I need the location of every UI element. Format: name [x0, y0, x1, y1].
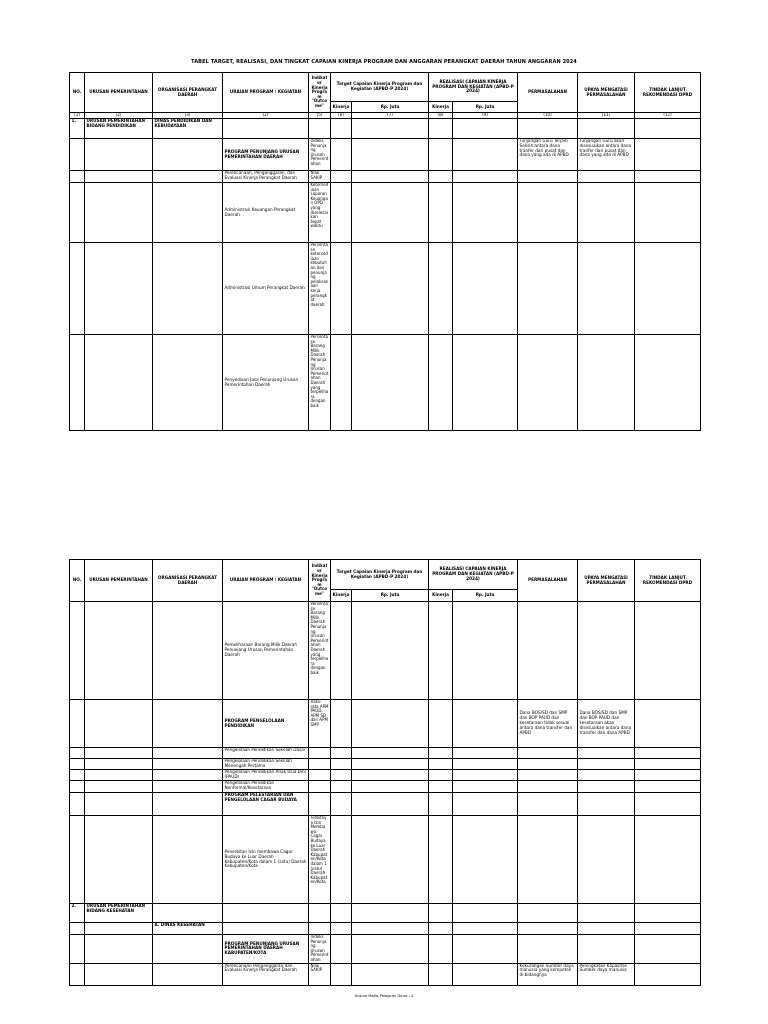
- indikator-cell: Rata-rata APM PAUD, APM SD dan APM SMP: [309, 700, 331, 748]
- header-target-kinerja: Kinerja: [331, 590, 352, 602]
- header-target-group: Target Capaian Kinerja Program dan Kegiatan (APBD-P 2024): [331, 73, 429, 102]
- header-realisasi-rp: Rp. Juta: [453, 102, 518, 113]
- header-urusan: URUSAN PEMERINTAHAN: [85, 73, 153, 113]
- table-row: [70, 700, 701, 748]
- header-realisasi-kinerja: Kinerja: [429, 102, 453, 113]
- col-number: (8): [429, 113, 453, 119]
- indikator-cell: Nilai SAKIP: [309, 171, 331, 183]
- col-number: (10): [518, 113, 578, 119]
- table-row: [70, 935, 701, 964]
- header-uraian: URAIAN PROGRAM / KEGIATAN: [223, 73, 309, 113]
- header-organisasi: ORGANISASI PERANGKAT DAERAH: [153, 560, 223, 602]
- table-row: [70, 171, 701, 183]
- table-row: [70, 748, 701, 759]
- document-title: TABEL TARGET, REALISASI, DAN TINGKAT CAPAIAN KINERJA PROGRAM DAN ANGGARAN PERANGKAT DAERAH TAHUN ANGGARAN 2024: [191, 59, 577, 65]
- col-number: (6): [331, 113, 352, 119]
- uraian-cell: PROGRAM PENUNJANG URUSAN PEMERINTAHAN DAERAH: [223, 139, 309, 171]
- uraian-cell: Penerbitan Izin membawa Cagar Budaya ke Luar Daerah Kabupaten/Kota dalam 1 (satu) Daerah Kabupaten/Kota: [223, 816, 309, 904]
- report-table-page-1: [69, 72, 701, 431]
- indikator-cell: Persentase Barang Milik Daerah Penunjang Urusan Pemerintahan Daerah yang terpelihara dengan baik: [309, 602, 331, 700]
- indikator-cell: Persentase Barang Milik Daerah Penunjang Urusan Pemerintahan Daerah yang terpelihara dengan baik: [309, 335, 331, 431]
- col-number: (2): [223, 113, 309, 119]
- row-number: 2.: [70, 904, 85, 923]
- header-organisasi: ORGANISASI PERANGKAT DAERAH: [153, 73, 223, 113]
- col-number: (1): [70, 113, 85, 119]
- uraian-cell: Pengelolaan Pendidikan Sekolah Menengah Pertama: [223, 759, 309, 770]
- permasalahan-cell: Dana BOS/SD dan SMP dan BOP PAUD dan kesetaraan tidak sesuai antara dana transfer dan APBD: [518, 700, 578, 748]
- header-upaya: UPAYA MENGATASI PERMASALAHAN: [578, 73, 635, 113]
- table-row: [70, 602, 701, 700]
- upaya-cell: Tunjangan Guru akan disesuaikan antara dana tranfer dari pusat dan dana yang ada di APBD: [578, 139, 635, 171]
- table-row: [70, 759, 701, 770]
- indikator-cell: Indeks Penunjang Urusan Pemerintahan: [309, 139, 331, 171]
- uraian-cell: Pengelolaan Pendidikan Sekolah Dasar: [223, 748, 309, 759]
- col-number: (2): [85, 113, 153, 119]
- uraian-cell: Pengelolaan Pendidikan Nonformal/Kesetaraan: [223, 781, 309, 793]
- indikator-cell: Indeks Penunjang Urusan Pemerintahan: [309, 935, 331, 964]
- header-realisasi-rp: Rp. Juta: [453, 590, 518, 602]
- header-realisasi-group: REALISASI CAPAIAN KINERJA PROGRAM DAN KEGIATAN (APBD-P 2024): [429, 73, 518, 102]
- table-row: [70, 335, 701, 431]
- header-target-rp: Rp. Juta: [352, 590, 429, 602]
- header-permasalahan: PERMASALAHAN: [518, 560, 578, 602]
- uraian-cell: Pengelolaan Pendidikan Anak Usia Dini (PAUD): [223, 770, 309, 781]
- header-upaya: UPAYA MENGATASI PERMASALAHAN: [578, 560, 635, 602]
- table-row: [70, 904, 701, 923]
- header-tindak-lanjut: TINDAK LANJUT REKOMENDASI DPRD: [635, 73, 701, 113]
- col-number: (11): [578, 113, 635, 119]
- table-row: [70, 183, 701, 243]
- page-footer: Unsure Majlis Pelajaran Dinas - 2: [354, 994, 414, 998]
- header-no: NO.: [70, 560, 85, 602]
- header-realisasi-kinerja: Kinerja: [429, 590, 453, 602]
- table-row: [70, 770, 701, 781]
- organisasi-cell: DINAS PENDIDIKAN DAN KEBUDAYAAN: [153, 119, 223, 139]
- col-number: (7): [352, 113, 429, 119]
- col-number: (5): [309, 113, 331, 119]
- report-table-page-2: [69, 559, 701, 986]
- table-row: [70, 923, 701, 935]
- uraian-cell: Administrasi Umum Perangkat Daerah: [223, 243, 309, 335]
- indikator-cell: Nilai SAKIP: [309, 963, 331, 985]
- table-row: [70, 781, 701, 793]
- upaya-cell: Peningkatan Kapasitas Sumber daya manusia: [578, 963, 635, 985]
- header-no: NO.: [70, 73, 85, 113]
- table-row: [70, 139, 701, 171]
- header-target-rp: Rp. Juta: [352, 102, 429, 113]
- header-permasalahan: PERMASALAHAN: [518, 73, 578, 113]
- uraian-cell: Penyediaan Jasa Penunjang Urusan Pemerintahan Daerah: [223, 335, 309, 431]
- permasalahan-cell: Kekurangan Sumber daya manusia yang kompeten di bidangnya: [518, 963, 578, 985]
- indikator-cell: Persentase ketersediaan kebutuhan dan penunjang pelaksanaan kerja perangkat daerah: [309, 243, 331, 335]
- col-number: (3): [153, 113, 223, 119]
- uraian-cell: Administrasi Keuangan Perangkat Daerah: [223, 183, 309, 243]
- header-target-group: Target Capaian Kinerja Program dan Kegiatan (APBD-P 2024): [331, 560, 429, 590]
- header-tindak-lanjut: TINDAK LANJUT REKOMENDASI DPRD: [635, 560, 701, 602]
- upaya-cell: Dana BOS/SD dan SMP dan BOP PAUD dan kesetaraan akan disesuaikan antara dana transfer dan dana APBD: [578, 700, 635, 748]
- indikator-cell: Ketersediaan Laporan Keuangan OPD yang diselesaikan tepat waktu: [309, 183, 331, 243]
- organisasi-cell: A. DINAS KESEHATAN: [153, 923, 223, 935]
- header-uraian: URAIAN PROGRAM / KEGIATAN: [223, 560, 309, 602]
- uraian-cell: PROGRAM PENGELOLAAN PENDIDIKAN: [223, 700, 309, 748]
- table-row: [70, 963, 701, 985]
- header-urusan: URUSAN PEMERINTAHAN: [85, 560, 153, 602]
- permasalahan-cell: Tunjangan Guru Terjadi Selisih antara dana tranfer dari pusat dan dana yang ada di APBD: [518, 139, 578, 171]
- uraian-cell: Perencanaan Penganggaran dan Evaluasi Kinerja Perangkat Daerah: [223, 963, 309, 985]
- col-number: (9): [453, 113, 518, 119]
- table-row: [70, 793, 701, 816]
- uraian-cell: PROGRAM PENUNJANG URUSAN PEMERINTAHAN DAERAH KABUPATEN/KOTA: [223, 935, 309, 964]
- urusan-cell: URUSAN PEMERINTAHAN BIDANG KESEHATAN: [85, 904, 153, 923]
- indikator-cell: Terbitnya Izin Membawa Cagar Budaya ke Luar Daerah Kabupaten/Kota dalam 1 (satu) Daerah Kabupaten/Kota: [309, 816, 331, 904]
- header-indikator: Indikator Kinerja Program "Outcome": [309, 560, 331, 602]
- table-row: [70, 119, 701, 139]
- header-indikator: Indikator Kinerja Program "Outcome": [309, 73, 331, 113]
- uraian-cell: Perencanaan, Penganggaran, dan Evaluasi Kinerja Perangkat Daerah: [223, 171, 309, 183]
- header-target-kinerja: Kinerja: [331, 102, 352, 113]
- urusan-cell: URUSAN PEMERINTAHAN BIDANG PENDIDIKAN: [85, 119, 153, 139]
- header-realisasi-group: REALISASI CAPAIAN KINERJA PROGRAM DAN KEGIATAN (APBD-P 2024): [429, 560, 518, 590]
- row-number: 1.: [70, 119, 85, 139]
- table-row: [70, 816, 701, 904]
- table-row: [70, 243, 701, 335]
- col-number: (12): [635, 113, 701, 119]
- uraian-cell: Pemeliharaan Barang Milik Daerah Penunjang Urusan Pemerintahan Daerah: [223, 602, 309, 700]
- uraian-cell: PROGRAM PELESTARIAN DAN PENGELOLAAN CAGAR BUDAYA: [223, 793, 309, 816]
